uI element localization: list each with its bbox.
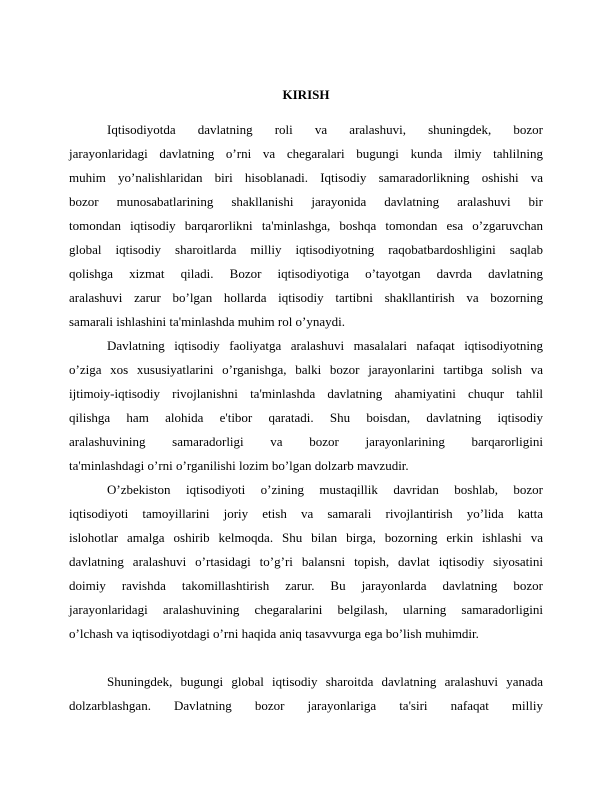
paragraph-line: ijtimoiy-iqtisodiy rivojlanishni ta'minlashda davlatning ahamiyatini chuqur tahlil: [69, 386, 543, 401]
paragraph-line: islohotlar amalga oshirib kelmoqda. Shu bilan birga, bozorning erkin ishlashi va: [69, 530, 543, 545]
paragraph-line: tomondan iqtisodiy barqarorlikni ta'minlashga, boshqa tomondan esa o’zgaruvchan: [69, 218, 543, 233]
paragraph-line: iqtisodiyoti tamoyillarini joriy etish va samarali rivojlantirish yo’lida katta: [69, 506, 543, 521]
paragraph-line: muhim yo’nalishlaridan biri hisoblanadi. Iqtisodiy samaradorlikning oshishi va: [69, 170, 543, 185]
paragraph-line: global iqtisodiy sharoitlarda milliy iqtisodiyotning raqobatbardoshligini saqlab: [69, 242, 543, 257]
paragraph-line: o’ziga xos xususiyatlarini o’rganishga, balki bozor jarayonlarini tartibga solish va: [69, 362, 543, 377]
paragraph-line: O’zbekiston iqtisodiyoti o’zining mustaqillik davridan boshlab, bozor: [107, 482, 543, 497]
paragraph-line: aralashuvi zarur bo’lgan hollarda iqtisodiy tartibni shakllantirish va bozorning: [69, 290, 543, 305]
paragraph-line: doimiy ravishda takomillashtirish zarur. Bu jarayonlarda davlatning bozor: [69, 578, 543, 593]
paragraph-line: Shuningdek, bugungi global iqtisodiy sharoitda davlatning aralashuvi yanada: [107, 674, 543, 689]
paragraph-line: Davlatning iqtisodiy faoliyatga aralashuvi masalalari nafaqat iqtisodiyotning: [107, 338, 543, 353]
paragraph-line: aralashuvining samaradorligi va bozor jarayonlarining barqarorligini: [69, 434, 543, 449]
paragraph-line: samarali ishlashini ta'minlashda muhim rol o’ynaydi.: [69, 314, 346, 329]
paragraph-line: bozor munosabatlarining shakllanishi jarayonida davlatning aralashuvi bir: [69, 194, 543, 209]
page-title: KIRISH: [282, 87, 330, 102]
paragraph-line: jarayonlaridagi aralashuvining chegaralarini belgilash, ularning samaradorligini: [69, 602, 543, 617]
paragraph-line: o’lchash va iqtisodiyotdagi o’rni haqida aniq tasavvurga ega bo’lish muhimdir.: [69, 626, 479, 641]
paragraph-line: qilishga ham alohida e'tibor qaratadi. Shu boisdan, davlatning iqtisodiy: [69, 410, 543, 425]
paragraph-line: ta'minlashdagi o’rni o’rganilishi lozim bo’lgan dolzarb mavzudir.: [69, 458, 409, 473]
paragraph-line: jarayonlaridagi davlatning o’rni va chegaralari bugungi kunda ilmiy tahlilning: [69, 146, 543, 161]
paragraph-line: dolzarblashgan. Davlatning bozor jarayonlariga ta'siri nafaqat milliy: [69, 698, 543, 713]
paragraph-line: Iqtisodiyotda davlatning roli va aralashuvi, shuningdek, bozor: [107, 122, 543, 137]
paragraph-line: qolishga xizmat qiladi. Bozor iqtisodiyotiga o’tayotgan davrda davlatning: [69, 266, 543, 281]
paragraph-line: davlatning aralashuvi o’rtasidagi to’g’ri balansni topish, davlat iqtisodiy siyosatini: [69, 554, 543, 569]
